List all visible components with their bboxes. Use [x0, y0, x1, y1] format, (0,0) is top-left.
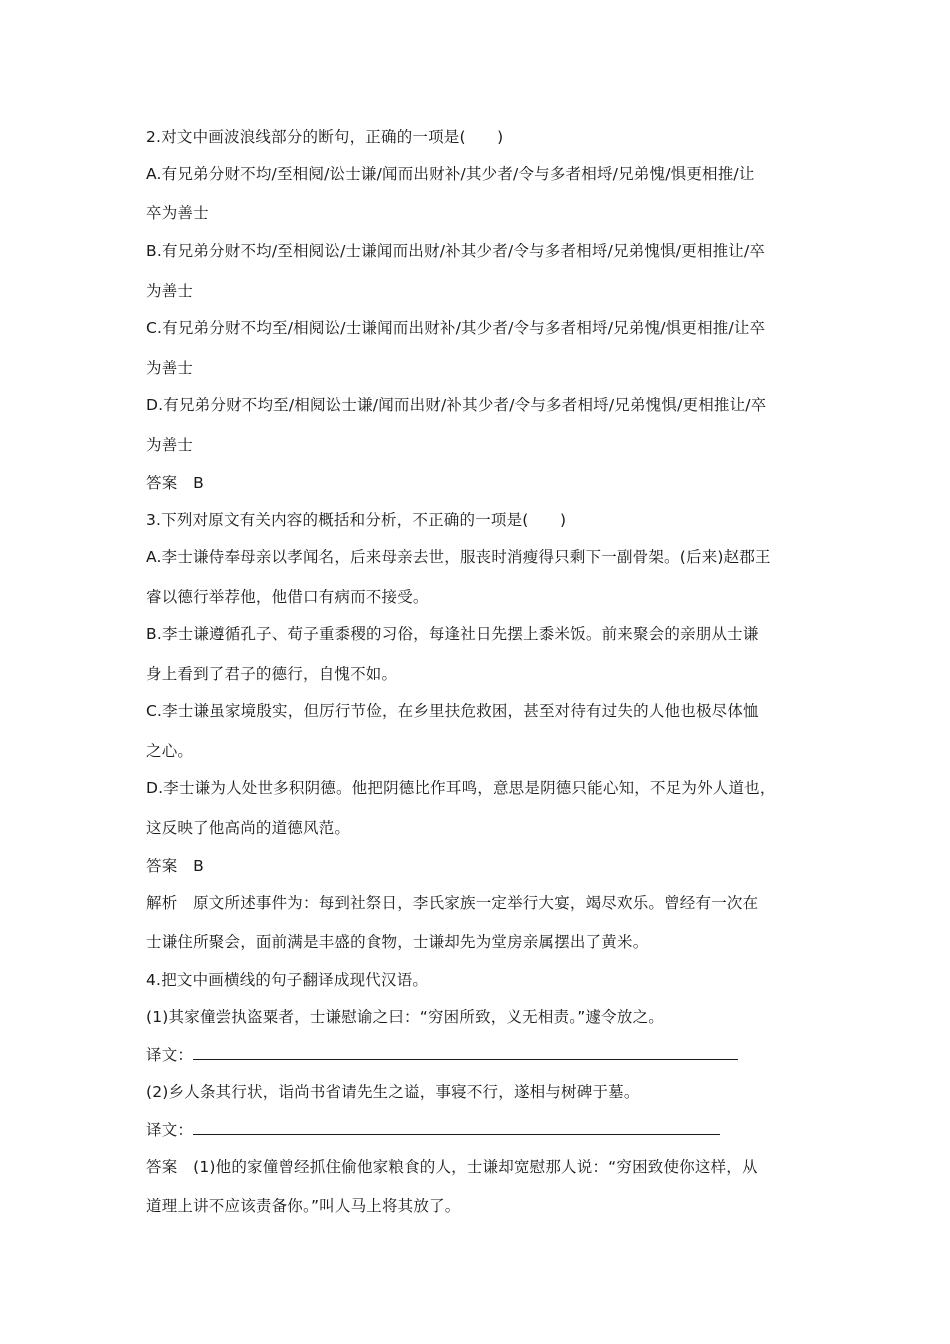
- q2-answer: 答案 B: [146, 474, 204, 492]
- q3-option-d-line2: 这反映了他高尚的道德风范。: [146, 819, 351, 837]
- q3-answer: 答案 B: [146, 857, 204, 875]
- q3-analysis-line2: 士谦住所聚会，面前满是丰盛的食物，士谦却先为堂房亲属摆出了黄米。: [146, 933, 649, 951]
- q2-option-a-line2: 卒为善士: [146, 204, 209, 222]
- q4-answer-line1: 答案 (1)他的家僮曾经抓住偷他家粮食的人，士谦却宽慰那人说：“穷困致使你这样，从: [146, 1158, 758, 1176]
- q3-option-b-line1: B.李士谦遵循孔子、荀子重黍稷的习俗，每逢社日先摆上黍米饭。前来聚会的亲朋从士谦: [146, 625, 759, 643]
- translation-2-blank[interactable]: [193, 1120, 720, 1135]
- translation-1-blank[interactable]: [193, 1045, 738, 1060]
- q4-translation-1-label: 译文：: [146, 1046, 194, 1064]
- q2-option-a-line1: A.有兄弟分财不均/至相阋/讼士谦/闻而出财补/其少者/令与多者相埒/兄弟愧/惧更相推/让: [146, 165, 755, 183]
- q4-translation-2-label: 译文：: [146, 1121, 194, 1139]
- q2-option-d-line2: 为善士: [146, 436, 194, 454]
- q4-translation-1-row: [146, 1045, 826, 1065]
- q4-translation-2-row: [146, 1120, 826, 1140]
- q2-option-b-line1: B.有兄弟分财不均/至相阋讼/士谦闻而出财/补其少者/令与多者相埒/兄弟愧惧/更相推让/卒: [146, 242, 766, 260]
- q2-option-b-line2: 为善士: [146, 282, 194, 300]
- q3-option-a-line1: A.李士谦侍奉母亲以孝闻名，后来母亲去世，服丧时消瘦得只剩下一副骨架。(后来)赵郡王: [146, 548, 771, 566]
- q2-stem: 2.对文中画波浪线部分的断句，正确的一项是( ): [146, 128, 504, 146]
- q3-option-d-line1: D.李士谦为人处世多积阴德。他把阴德比作耳鸣，意思是阴德只能心知，不足为外人道也，: [146, 779, 776, 797]
- q4-stem: 4.把文中画横线的句子翻译成现代汉语。: [146, 971, 429, 989]
- q3-option-b-line2: 身上看到了君子的德行，自愧不如。: [146, 665, 398, 683]
- q3-stem: 3.下列对原文有关内容的概括和分析，不正确的一项是( ): [146, 511, 567, 529]
- q4-answer-line2: 道理上讲不应该责备你。”叫人马上将其放了。: [146, 1197, 461, 1215]
- q3-analysis-line1: 解析 原文所述事件为：每到社祭日，李氏家族一定举行大宴，竭尽欢乐。曾经有一次在: [146, 894, 759, 912]
- q4-sentence-2: (2)乡人条其行状，诣尚书省请先生之谥，事寝不行，遂相与树碑于墓。: [146, 1083, 640, 1101]
- q4-sentence-1: (1)其家僮尝执盗粟者，士谦慰谕之曰：“穷困所致，义无相责。”遽令放之。: [146, 1008, 664, 1026]
- q2-option-c-line2: 为善士: [146, 359, 194, 377]
- q3-option-a-line2: 睿以德行举荐他，他借口有病而不接受。: [146, 588, 429, 606]
- q3-option-c-line2: 之心。: [146, 742, 194, 760]
- q3-option-c-line1: C.李士谦虽家境殷实，但厉行节俭，在乡里扶危救困，甚至对待有过失的人他也极尽体恤: [146, 702, 759, 720]
- q2-option-c-line1: C.有兄弟分财不均至/相阋讼/士谦闻而出财补/其少者/令与多者相埒/兄弟愧/惧更相推/让卒: [146, 319, 766, 337]
- q2-option-d-line1: D.有兄弟分财不均至/相阋讼士谦/闻而出财/补其少者/令与多者相埒/兄弟愧惧/更相推让/卒: [146, 396, 767, 414]
